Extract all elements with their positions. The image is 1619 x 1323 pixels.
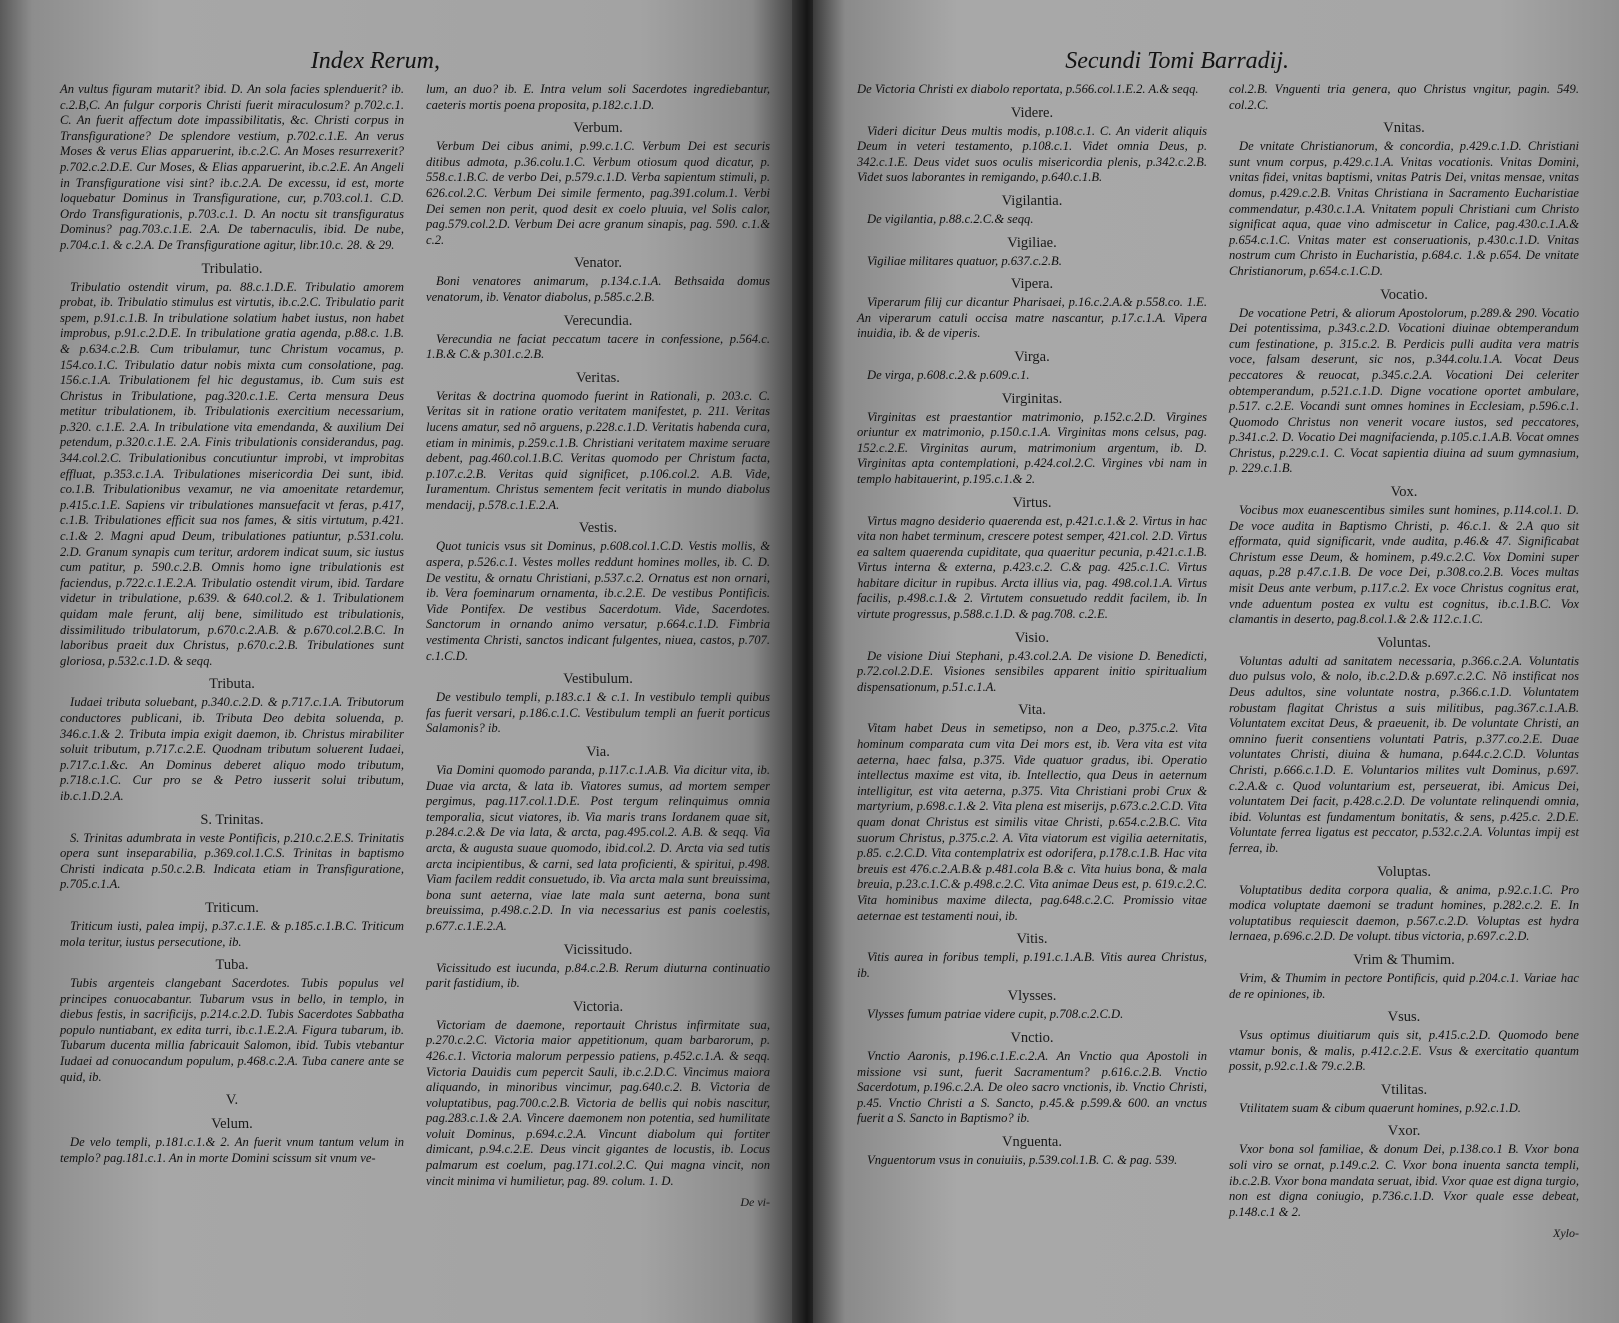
entry-heading: Veritas.: [576, 369, 620, 386]
entry-text: Vocibus mox euanescentibus similes sunt homines, p.114.col.1. D. De voce audita in Baptismo Christi, p. 46.c.1. & 2.A quo sit efformata, quid significarit, vnde audita, p.46.& 47. Significabat Christum esse Deum, & hominem, p.49.c.2.C. Vox Domini super aquas, p.28 p.47.c.1.B. De voce Dei, p.308.co.2.B. Voces multas misit Deus ante verbum, p.117.c.2. Ex voce Christus cognitus erat, vnde aduentum postea ex vultu est cognitus, ib.c.1.B.C. Vox clamantis in deserto, pag.8.col.1.& 2.& 112.c.1.C.: [1229, 503, 1579, 627]
index-entry: [60, 956, 404, 1085]
entry-text: De visione Diui Stephani, p.43.col.2.A. De visione D. Benedicti, p.72.col.2.D.E. Visiones sensibiles apparent initio spiritualium dispensationum, p.51.c.1.A.: [857, 648, 1207, 694]
index-entry: [1229, 119, 1579, 279]
entry-text: Veritas & doctrina quomodo fuerint in Rationali, p. 203.c. C. Veritas sit in ratione oratio veritatem manifestet, p. 211. Veritas lucens amatur, sed nõ arguens, p.228.c.1.D. Veritatis habenda cura, etiam in minimis, p.259.c.1.B. Christiani veritatem maxime seruare debent, pag.460.col.1.B.C. Veritas quomodo per Christum facta, p.107.c.2.B. Veritas quid significet, p.106.col.2. A.B. Vide, Iuramentum. Christus sementem fecit veritatis in mundo diabolus mendacij, p.578.c.1.E.2.A.: [426, 388, 770, 512]
index-entry: [857, 629, 1207, 696]
entry-heading: Virga.: [1014, 348, 1050, 365]
index-entry: [857, 1133, 1207, 1169]
entry-text: Vigiliae militares quatuor, p.637.c.2.B.: [867, 253, 1062, 268]
entry-text: Vtilitatem suam & cibum quaerunt homines, p.92.c.1.D.: [1239, 1100, 1521, 1115]
entry-text: Virginitas est praestantior matrimonio, p.152.c.2.D. Virgines oriuntur ex matrimonio, p.150.c.1.A. Virginitas mons celsus, pag. 152.c.2.E. Virginitas aurum, matrimonium argentum, ib. D. Virginitas apta contemplationi, p.424.col.2.C. Virgines vbi nam in templo habitauerint, p.195.c.1.& 2.: [857, 409, 1207, 486]
entry-heading: Verbum.: [573, 120, 623, 137]
right-page: [813, 0, 1619, 1323]
entry-text: Via Domini quomodo paranda, p.117.c.1.A.B. Via dicitur vita, ib. Duae via arcta, & lata ib. Viatores sumus, ad mortem semper pergimus, pag.117.col.1.D.E. Post tergum relinquimus omnia temporalia, sicut viatores, ib. Via maris trans Iordanem quae sit, p.284.c.2.& De via lata, & arcta, pag.495.col.2. A.B. & seqq. Via arcta, & augusta suaue quomodo, ibid.col.2. D. Arcta via sed tutis arcta incipientibus, & carni, sed lata proficienti, & spiritui, p.498. Viam facilem reddit consuetudo, ib. Via arcta mala sunt breuissima, bona sunt aeterna, viae late mala sunt aeterna, bona sunt breuissima, p.498.c.2.D. In via necessarius est panis coelestis, p.677.c.1.E.2.A.: [426, 763, 770, 933]
catchword: De vi-: [740, 1195, 770, 1210]
entry-heading: Vnitas.: [1383, 120, 1425, 137]
index-entry: [60, 1091, 404, 1109]
entry-text: De vnitate Christianorum, & concordia, p.429.c.1.D. Christiani sunt vnum corpus, p.429.c.1.A. Vnitas vocationis. Vnitas Domini, vnitas fidei, vnitas baptismi, vnitas Patris Dei, vnitas mensae, vnitas domus, p.429.c.2.B. Vnitas Christiana in Sacramento Eucharistiae commendatur, p.430.c.1.A. Vnitatem populi Christiani cum Christo significat aqua, quae vino admiscetur in Calice, pag.430.c.1.A.& p.654.c.1.C. Vnitas mater est conseruationis, p.430.c.1.D. Vnitas nostrum cum Christo in Eucharistia, p.684.c. 1.& p.654. De vnitate Christianorum, p.654.c.1.C.D.: [1229, 139, 1579, 278]
entry-heading: Venator.: [574, 255, 622, 272]
index-entry: [857, 192, 1207, 228]
entry-heading: Victoria.: [572, 998, 624, 1015]
index-entry: [60, 811, 404, 893]
index-entry: [1229, 1122, 1579, 1220]
entry-text: Vrim, & Thumim in pectore Pontificis, quid p.204.c.1. Variae hac de re opiniones, ib.: [1229, 970, 1579, 1001]
index-entry: [857, 701, 1207, 924]
entry-text: Triticum iusti, palea impij, p.37.c.1.E. & p.185.c.1.B.C. Triticum mola teritur, iustus persecutione, ib.: [60, 918, 404, 949]
entry-text: An vultus figuram mutarit? ibid. D. An sola facies splenduerit? ib. c.2.B,C. An fulgur corporis Christi fuerit miraculosum? p.702.c.1. C. An fuerit affectum dote impassibilitatis, &c. Christi corpus in Transfiguratione? De splendore vestium, p.702.c.1.E. An verus Moses & verus Elias apparuerint, ib.c.2.C. An Moses resurrexerit? p.702.c.2.D.E. Cur Moses, & Elias apparuerint, ib.c.2.E. An Angeli in Transfiguratione visi sint? ib.c.2.A. De excessu, id est, morte loquebatur Dominus in Transfiguratione, cur, p.703.col.1. C.D. Ordo Transfigurationis, p.703.c.1. D. An noctu sit transfiguratus Dominus? pag.703.c.1.E. 2.A. De tabernaculis, ibid. De nube, p.704.c.1. & c.2.A. De Transfiguratione agitur, libr.10.c. 28. & 29.: [60, 82, 404, 252]
index-entry: [1229, 1081, 1579, 1117]
left-column-2: [426, 82, 770, 1210]
entry-text: Virtus magno desiderio quaerenda est, p.421.c.1.& 2. Virtus in hac vita non habet terminum, crescere potest semper, 421.col. 2.D. Virtus ea saltem quaerenda cupiditate, qua quaeritur pecunia, p.421.c.1.B. Virtus interna & externa, p.423.c.2. C.& pag. 425.c.1.C. Virtus habitare dicitur in rupibus. Arcta illius via, pag. 498.col.1.A. Virtus facilis, p.498.c.1.& 2. Virtutem consuetudo reddit facilem, ib. In virtute progressus, p.588.c.1.D. & pag.708. c.2.E.: [857, 513, 1207, 622]
entry-text: lum, an duo? ib. E. Intra velum soli Sacerdotes ingrediebantur, caeteris mortis poena proposita, p.182.c.1.D.: [426, 82, 770, 112]
index-entry: [60, 1115, 404, 1166]
entry-text: S. Trinitas adumbrata in veste Pontificis, p.210.c.2.E.S. Trinitatis opera sunt inseparabilia, p.369.col.1.C.S. Trinitas in baptismo Christi indicata p.50.c.2.B. Indicata etiam in Transfiguratione, p.705.c.1.A.: [60, 830, 404, 892]
index-entry: [857, 390, 1207, 488]
index-entry: [426, 312, 770, 363]
entry-text: Vitam habet Deus in semetipso, non a Deo, p.375.c.2. Vita hominum comparata cum vita Dei mors est, ib. Vera vita est vita aeterna, haec falsa, p.375. Vide quatuor gradus, ibi. Operatio intellectus maxime est vita, ib. Intellectio, qua Deus in aeternum intelligitur, est vita aeterna, p.375. Vita Christiani probi Crux & martyrium, p.698.c.1.& 2. Vita plena est miserijs, p.673.c.2.C.D. Vita quam donat Christus est similis vitae Christi, p.654.c.2.B.C. Vita suorum Christus, p.375.c.2. A. Vita viatorum est vigilia aeternitatis, p.85. c.2.C.D. Vita contemplatrix est odorifera, p.178.c.1.B. Hac vita breuis est 476.c.2.A.B.& p.481.cola B.& c. Vita huius bona, & mala breuia, p.23.c.1.C.& p.498.c.2.C. Vita animae Deus est, p. 619.c.2.C. Vita hominibus maxime dilecta, pag.648.c.2.C. Promissio vitae aeternae est testamenti noui, ib.: [857, 721, 1207, 923]
catchword: Xylo-: [1553, 1226, 1579, 1241]
entry-heading: S. Trinitas.: [200, 811, 264, 828]
entry-heading: Vestibulum.: [563, 671, 633, 688]
entry-text: Tribulatio ostendit virum, pa. 88.c.1.D.E. Tribulatio amorem probat, ib. Tribulatio stimulus est virtutis, ib.c.2.C. Tribulatio parit spem, p.91.c.1.B. In tribulatione solatium habet iustus, non habet improbus, p.91.c.2.D.E. In tribulatione gratia agenda, p.88.c. 1.B. & p.634.c.2.B. Cum tribulamur, tunc Christum vocamus, p. 154.co.1.C. Tribulatio datur nobis mixta cum consolatione, pag. 156.c.1.A. Tribulationem fel hic degustamus, ib. Cum suis est Christus in Tribulatione, pag.320.c.1.E. Certa mensura Deus metitur tribulationem, ib. Tribulationis exercitium necessarium, p.320. c.1.E. 2.A. In tribulatione vita emendanda, & auxilium Dei petendum, p.320.c.1.E. 2.A. Finis tribulationis considerandus, pag. 344.col.2.C. Tribulationibus concutiuntur improbi, vt improbitas effluat, p.353.c.1.A. Tribulationes misericordia Dei sunt, ibid. co.1.B. Tribulationibus vexamur, ne via amoenitate retardemur, p.415.c.1.E. Sapiens vir tribulationes mansuefacit vt feras, p.417, c.1.B. Tribulationes efficit sua nos fames, & sitis virtutum, p.421. c.1.& 2. Magni apud Deum, tribulationes patiuntur, p.531.colu. 2.D. Granum synapis cum teritur, ardorem indicat suum, sic iustus cum patitur, p. 590.c.2.B. Omnis homo igne tribulationis est faciendus, p.722.c.1.E.2.A. Tribulatio ostendit virum, ibid. Tardare videtur in tribulatione, p.639. & 640.col.2. & 1. Tribulationem quidam male ferunt, alij bene, similitudo est tribulationis, dissimilitudo tribulatorum, p.670.c.2.A.B. & p.670.col.2.B.C. In laboribus praeit dux Christus, p.670.c.2.B. Tribulationes sunt gloriosa, p.532.c.1.D. & seqq.: [60, 279, 404, 668]
left-column-1: [60, 82, 404, 1210]
index-entry: [426, 82, 770, 113]
entry-heading: Tributa.: [209, 676, 255, 693]
entry-text: Victoriam de daemone, reportauit Christus infirmitate sua, p.270.c.2.C. Victoria maior appetitionum, quam barbarorum, p. 426.c.1. Victoria malorum perpessio patiens, p.452.c.1.A. & seqq. Victoria Dauidis cum pepercit Sauli, ib.c.2.D.C. Vincimus maiora aliquando, in minoribus vincimur, pag.640.c.2. B. Victoria de voluptatibus, pag.700.c.2.B. Victoria de bellis qui nobis nascitur, pag.283.c.1.& 2.A. Vincere daemonem non potentia, sed humilitate voluit Dominus, p.694.c.2.A. Vincunt diabolum qui fortiter dimicant, p.94.c.2.E. Deus vincit gigantes de locustis, ib. Locus palmarum est coelum, pag.171.col.2.C. Qui magna vincit, non vincit minima vi humilietur, pag. 89. colum. 1. D.: [426, 1017, 770, 1188]
entry-heading: Tribulatio.: [201, 260, 263, 277]
left-page: [0, 0, 800, 1323]
index-entry: [1229, 82, 1579, 113]
entry-heading: Triticum.: [205, 899, 259, 916]
entry-text: Vxor bona sol familiae, & donum Dei, p.138.co.1 B. Vxor bona soli viro se ornat, p.149.c.2. C. Vxor bona inuenta sancta templi, ib.c.2.B. Vxor bona mandata seruat, ibid. Vxor quae est digna turgio, non est digna coniugio, p.736.c.1.D. Vxor quale esse debeat, p.148.c.1 & 2.: [1229, 1142, 1579, 1219]
entry-text: Voluptatibus dedita corpora qualia, & anima, p.92.c.1.C. Pro modica voluptate daemoni se tradunt homines, p.282.c.2. E. In voluptatibus requiescit daemon, p.567.c.2.D. Voluptas est hydra lernaea, p.696.c.2.D. De volupt. tibus victoria, p.697.c.2.D.: [1229, 882, 1579, 944]
entry-text: col.2.B. Vnguenti tria genera, quo Christus vngitur, pagin. 549. col.2.C.: [1229, 82, 1579, 112]
entry-text: Vicissitudo est iucunda, p.84.c.2.B. Rerum diuturna continuatio parit fastidium, ib.: [426, 960, 770, 991]
right-running-head: Secundi Tomi Barradij.: [1065, 48, 1289, 74]
index-entry: [857, 234, 1207, 270]
entry-heading: Vxor.: [1387, 1123, 1421, 1140]
entry-text: Iudaei tributa soluebant, p.340.c.2.D. & p.717.c.1.A. Tributorum conductores publicani, ib. Tributa Deo debita soluenda, p. 346.c.1.& 2. Tributa impia exigit daemon, ib. Christus mirabiliter soluit tributum, p.717.c.2.E. Quodnam tributum soluerent Iudaei, p.717.c.1.&c. An Dominus deberet aliquo modo tributum, p.718.c.1.C. Cur pro se & Petro iusserit solui tributum, ib.c.1.D.2.A.: [60, 695, 404, 803]
entry-heading: Virginitas.: [1001, 390, 1063, 407]
entry-text: Boni venatores animarum, p.134.c.1.A. Bethsaida domus venatorum, ib. Venator diabolus, p.585.c.2.B.: [426, 274, 770, 304]
entry-heading: Vrim & Thumim.: [1353, 951, 1455, 968]
index-entry: [60, 82, 404, 254]
index-entry: [60, 260, 404, 670]
index-entry: [857, 987, 1207, 1023]
entry-text: Voluntas adulti ad sanitatem necessaria, p.366.c.2.A. Voluntatis duo pulsus volo, & nolo, ib.c.2.D.& p.697.c.2.C. Nõ instificat nos Deus adultos, sine voluntate nostra, p.366.c.1.D. Voluntatem robustam flagitat Christus a suis militibus, pag.367.c.1.A.B. Voluntatem excitat Deus, & praeuenit, ib. De voluntate Christi, an omnino fuerit consentiens voluntati Patris, p.377.co.2.E. Duae voluntates Christi, diuina & humana, p.644.c.2.C.D. Voluntas Christi, p.666.c.1.D. E. Voluntarios milites vult Dominus, p.697. c.2.A.& c. Quod voluntarium est, perseuerat, ibi. Amicus Dei, voluntatem Dei facit, p.428.c.2.D. De voluntate relinquendi omnia, ibid. Voluntas est fundamentum bonitatis, & sens, p.425.c. 2.D.E. Voluntate ferrea ligatus est peccator, p.532.c.2.A. Voluntas impij est ferrea, ib.: [1229, 653, 1579, 855]
entry-heading: Vox.: [1390, 484, 1418, 501]
index-entry: [426, 119, 770, 248]
index-entry: [426, 670, 770, 737]
entry-heading: Videre.: [1010, 104, 1054, 121]
index-entry: [426, 998, 770, 1190]
entry-text: Vsus optimus diuitiarum quis sit, p.415.c.2.D. Quomodo bene vtamur bonis, & malis, p.412.c.2.E. Vsus & exercitatio quantum possit, p.92.c.1.& 79.c.2.B.: [1229, 1028, 1579, 1074]
entry-heading: Vnguenta.: [1002, 1133, 1062, 1150]
index-entry: [60, 899, 404, 950]
entry-text: De velo templi, p.181.c.1.& 2. An fuerit vnum tantum velum in templo? pag.181.c.1. An in morte Domini scissum sit vnum ve-: [60, 1135, 404, 1165]
entry-heading: Voluntas.: [1376, 634, 1432, 651]
index-entry: [1229, 634, 1579, 857]
index-entry: [857, 82, 1207, 98]
entry-text: De vocatione Petri, & aliorum Apostolorum, p.289.& 290. Vocatio Dei potentissima, p.343.c.2.D. Vocationi diuinae obtemperandum cum festinatione, p. 315.c.2. B. Perdicis pulli audita vera matris voce, falsam deserunt, sic nos, p.344.colu.1.A. Vocat Deus peccatores & reuocat, p.345.c.2.A. Vocationi Dei celeriter obtemperandum, p.521.c.1.D. Digne vocatione oportet ambulare, p.517. c.2.E. Vocandi sunt omnes homines in Ecclesiam, p.596.c.1. Quomodo Christus non venerit vocare iustos, sed peccatores, p.341.c.2. D. Vocatio Dei magnifacienda, p.105.c.1.A.B. Vocat omnes Christus, p.229.c.1. C. Vocat sapientia diuina ad suum gymnasium, p. 229.c.1.B.: [1229, 305, 1579, 476]
index-entry: [857, 1029, 1207, 1127]
entry-heading: Vlysses.: [1007, 988, 1057, 1005]
entry-heading: Vipera.: [1010, 276, 1054, 293]
entry-text: Vitis aurea in foribus templi, p.191.c.1.A.B. Vitis aurea Christus, ib.: [857, 950, 1207, 980]
right-column-1: [857, 82, 1207, 1241]
entry-text: Vnguentorum vsus in conuiuiis, p.539.col.1.B. C. & pag. 539.: [867, 1152, 1178, 1167]
entry-heading: Verecundia.: [563, 312, 633, 329]
entry-heading: Vigiliae.: [1007, 234, 1057, 251]
index-entry: [857, 930, 1207, 981]
index-entry: [426, 519, 770, 664]
entry-text: De virga, p.608.c.2.& p.609.c.1.: [867, 367, 1030, 382]
right-column-2: [1229, 82, 1579, 1241]
entry-heading: V.: [225, 1092, 239, 1109]
entry-heading: Vestis.: [578, 520, 618, 537]
index-entry: [1229, 286, 1579, 478]
entry-heading: Vnctio.: [1010, 1029, 1054, 1046]
entry-text: Verecundia ne faciat peccatum tacere in confessione, p.564.c. 1.B.& C.& p.301.c.2.B.: [426, 331, 770, 362]
entry-text: Vlysses fumum patriae videre cupit, p.708.c.2.C.D.: [867, 1007, 1124, 1022]
entry-heading: Vsus.: [1387, 1009, 1421, 1026]
left-columns: [60, 82, 770, 1210]
entry-heading: Velum.: [211, 1116, 253, 1133]
index-entry: [857, 494, 1207, 623]
index-entry: [857, 348, 1207, 384]
index-entry: [857, 104, 1207, 186]
entry-text: De vigilantia, p.88.c.2.C.& seqq.: [867, 211, 1034, 226]
index-entry: [426, 941, 770, 992]
entry-heading: Virtus.: [1012, 494, 1052, 511]
entry-heading: Vitis.: [1016, 931, 1048, 948]
entry-text: De vestibulo templi, p.183.c.1 & c.1. In vestibulo templi quibus fas fuerit versari, p.186.c.1.C. Vestibulum templi an fuerit porticus Salamonis? ib.: [426, 690, 770, 736]
entry-text: Verbum Dei cibus animi, p.99.c.1.C. Verbum Dei est securis ditibus admota, p.36.colu.1.C. Verbum otiosum quod dicatur, p. 558.c.1.B.C. de verbo Dei, p.579.c.1.D. Verba sapientum stimuli, p. 626.col.2.C. Verbum Dei simile fermento, pag.391.colum.1. Verbi Dei semen non perit, quod desit ex coelo pluuia, vel Solis calor, pag.579.col.2.D. Verbum Dei acre granum sinapis, pag. 590. c.1.& c.2.: [426, 139, 770, 247]
index-entry: [1229, 1008, 1579, 1075]
index-entry: [1229, 951, 1579, 1002]
entry-text: Quot tunicis vsus sit Dominus, p.608.col.1.C.D. Vestis mollis, & aspera, p.526.c.1. Vestes molles reddunt homines molles, ib. C. D. De vestitu, & ornatu Christiani, p.537.c.2. Ornatus est non ornari, ib. Vera foeminarum ornamenta, ib.c.2.E. De vestibus Pontificis. Vide Pontifex. De vestibus Sacerdotum. Vide, Sacerdotes. Sanctorum in ornando animo versatur, p.664.c.1.D. Fimbria vestimenta Christi, sanctos indicant fulgentes, niuea, castos, p.707. c.1.C.D.: [426, 539, 770, 663]
entry-heading: Via.: [586, 744, 610, 760]
entry-heading: Vita.: [1018, 702, 1046, 719]
left-running-head: Index Rerum,: [310, 48, 440, 74]
entry-text: Vnctio Aaronis, p.196.c.1.E.c.2.A. An Vnctio qua Apostoli in missione vsi sunt, fuerit Sacramentum? p.616.c.2.B. Vnctio Sacerdotum, p.196.c.2.A. De oleo sacro vnctionis, ib. Vnctio Christi, p.45. Vnctio Christi a S. Sancto, p.45.& p.599.& 600. an vnctus fuerit a S. Sancto in Baptismo? ib.: [857, 1048, 1207, 1126]
entry-heading: Voluptas.: [1376, 863, 1432, 880]
entry-text: Viperarum filij cur dicantur Pharisaei, p.16.c.2.A.& p.558.co. 1.E. An viperarum catuli occisa matre nascantur, p.17.c.1.A. Vipera inuidia, ib. & de viperis.: [857, 295, 1207, 341]
entry-heading: Vicissitudo.: [563, 941, 633, 958]
entry-text: Videri dicitur Deus multis modis, p.108.c.1. C. An viderit aliquis Deum in veteri testamento, p.108.c.1. Videt omnia Deus, p. 342.c.1.E. Deus videt suos oculis misericordia plenis, p.342.c.2.B. Videt suos laborantes in remigando, p.640.c.1.B.: [857, 123, 1207, 185]
index-entry: [426, 369, 770, 514]
index-entry: [426, 254, 770, 305]
entry-text: De Victoria Christi ex diabolo reportata, p.566.col.1.E.2. A.& seqq.: [857, 82, 1199, 96]
entry-heading: Vtilitas.: [1380, 1081, 1428, 1098]
entry-heading: Visio.: [1014, 629, 1050, 646]
entry-heading: Vigilantia.: [1001, 192, 1063, 209]
entry-text: Tubis argenteis clangebant Sacerdotes. Tubis populus vel principes conuocabantur. Tubarum vsus in bello, in templo, in diebus festis, in sacrificijs, p.214.c.2.D. Tubis Sacerdotes Sabbatha populo nuntiabant, ex edita turri, ib.c.1.E.2.A. Figura tubarum, ib. Tubarum ducenta millia fabricauit Salomon, ibid. Tubis vtebantur Iudaei ad conuocandum populum, p.468.c.2.A. Tuba canere ante se quid, ib.: [60, 976, 404, 1084]
index-entry: [60, 675, 404, 804]
entry-heading: Vocatio.: [1380, 286, 1428, 303]
entry-heading: Tuba.: [215, 957, 249, 974]
index-entry: [857, 275, 1207, 342]
index-entry: [1229, 483, 1579, 628]
index-entry: [1229, 863, 1579, 945]
index-entry: [426, 743, 770, 935]
right-columns: [857, 82, 1579, 1241]
